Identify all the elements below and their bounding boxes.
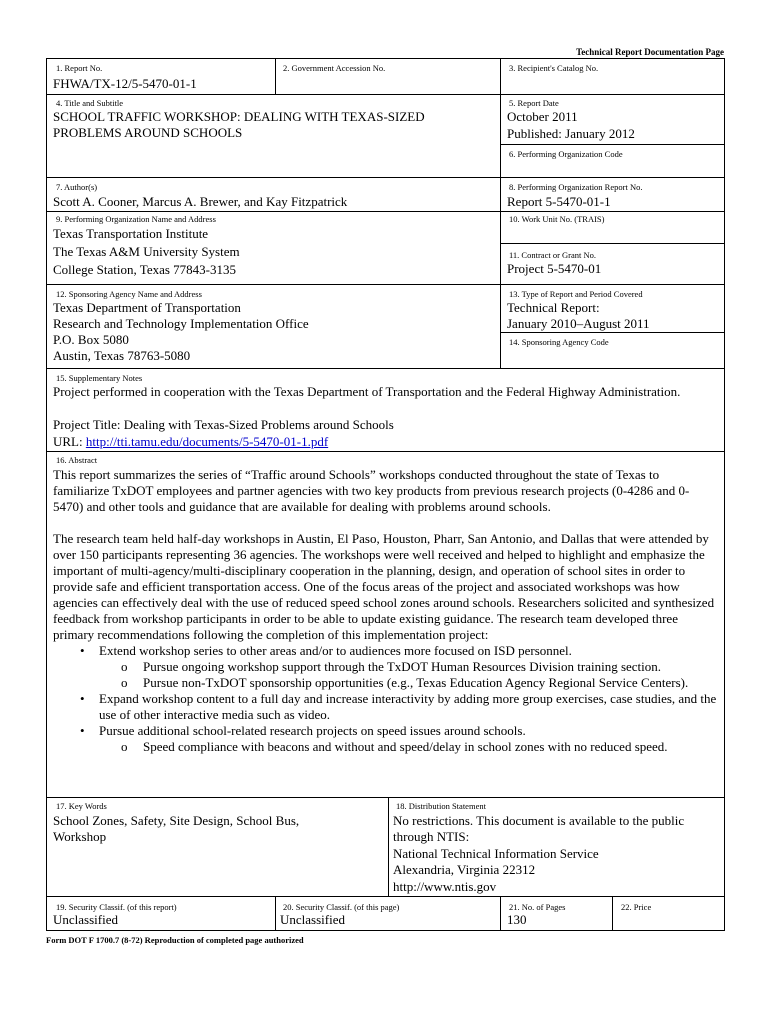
pages-value: 130 <box>507 912 527 927</box>
key-words-value: School Zones, Safety, Site Design, School Bus, Workshop <box>53 813 300 844</box>
report-date-label: 5. Report Date <box>509 98 559 108</box>
gov-accession-label: 2. Government Accession No. <box>283 63 386 73</box>
security-page-label: 20. Security Classif. (of this page) <box>283 902 400 912</box>
price-label: 22. Price <box>621 902 652 912</box>
sub-recommendation-item: o Pursue ongoing workshop support through the TxDOT Human Resources Division training section. <box>53 659 717 675</box>
perf-org-code-label: 6. Performing Organization Code <box>509 149 623 159</box>
sponsor-code-label: 14. Sponsoring Agency Code <box>509 337 609 347</box>
distribution-line-1: No restrictions. This document is available to the public <box>393 813 685 828</box>
supp-notes-label: 15. Supplementary Notes <box>56 373 143 383</box>
abstract-label: 16. Abstract <box>56 455 98 465</box>
perf-org-report-value: Report 5-5470-01-1 <box>507 194 611 209</box>
security-page-value: Unclassified <box>280 912 345 927</box>
recipient-catalog-label: 3. Recipient's Catalog No. <box>509 63 599 73</box>
perf-org-line-2: The Texas A&M University System <box>53 244 240 259</box>
distribution-line-3: National Technical Information Service <box>393 846 599 861</box>
sponsor-line-4: Austin, Texas 78763-5080 <box>53 348 191 363</box>
supp-notes-text: Project performed in cooperation with the Texas Department of Transportation and the Federal Highway Administration. <box>53 384 681 399</box>
distribution-line-2: through NTIS: <box>393 829 470 844</box>
sub-recommendation-item: o Pursue non-TxDOT sponsorship opportunities (e.g., Texas Education Agency Regional Service Centers). <box>53 675 717 691</box>
contract-label: 11. Contract or Grant No. <box>509 250 597 260</box>
report-period-value: January 2010–August 2011 <box>507 316 650 331</box>
url-line <box>53 434 328 450</box>
report-url-link[interactable]: http://tti.tamu.edu/documents/5-5470-01-1.pdf <box>85 434 329 449</box>
sponsor-line-2: Research and Technology Implementation Office <box>53 316 309 331</box>
page-header: Technical Report Documentation Page <box>576 47 724 57</box>
perf-org-line-3: College Station, Texas 77843-3135 <box>53 262 236 277</box>
form-footer: Form DOT F 1700.7 (8-72) Reproduction of completed page authorized <box>46 935 304 945</box>
report-type-label: 13. Type of Report and Period Covered <box>509 289 643 299</box>
recommendation-item: • Extend workshop series to other areas and/or to audiences more focused on ISD personnel. <box>53 643 717 659</box>
title-value: SCHOOL TRAFFIC WORKSHOP: DEALING WITH TEXAS-SIZED PROBLEMS AROUND SCHOOLS <box>53 109 425 140</box>
sponsor-line-3: P.O. Box 5080 <box>53 332 129 347</box>
url-prefix: URL: <box>53 434 86 449</box>
perf-org-report-label: 8. Performing Organization Report No. <box>509 182 643 192</box>
sponsor-line-1: Texas Department of Transportation <box>53 300 241 315</box>
key-words-label: 17. Key Words <box>56 801 107 811</box>
report-no-label: 1. Report No. <box>56 63 103 73</box>
project-title-text: Project Title: Dealing with Texas-Sized Problems around Schools <box>53 417 394 432</box>
sponsor-name-label: 12. Sponsoring Agency Name and Address <box>56 289 202 299</box>
security-report-value: Unclassified <box>53 912 118 927</box>
contract-value: Project 5-5470-01 <box>507 261 602 276</box>
recommendation-item: • Expand workshop content to a full day and increase interactivity by adding more group exercises, case studies, and the use of other interactive media such as video. <box>53 691 717 723</box>
perf-org-name-label: 9. Performing Organization Name and Address <box>56 214 216 224</box>
perf-org-line-1: Texas Transportation Institute <box>53 226 209 241</box>
published-date-value: Published: January 2012 <box>507 126 635 141</box>
distribution-line-4: Alexandria, Virginia 22312 <box>393 862 536 877</box>
authors-label: 7. Author(s) <box>56 182 98 192</box>
authors-value: Scott A. Cooner, Marcus A. Brewer, and Kay Fitzpatrick <box>53 194 348 209</box>
distribution-label: 18. Distribution Statement <box>396 801 486 811</box>
abstract-paragraph-2: The research team held half-day workshops in Austin, El Paso, Houston, Pharr, San Antonio, and Dallas that were attended by over 150 participants representing 36 agencies. The workshops were well received and helped to highlight and emphasize the important of multi-agency/multi-disciplinary cooperation in the planning, design, and operation of school sites in order to provide safe and efficient transportation access. One of the focus areas of the project and associated workshops was how agencies can effectively deal with the use of reduced speed school zones around schools. Researchers solicited and synthesized feedback from workshop participants in order to be able to update existing guidance. The research team developed three primary recommendations following the completion of this implementation project: <box>53 531 715 642</box>
pages-label: 21. No. of Pages <box>509 902 566 912</box>
security-report-label: 19. Security Classif. (of this report) <box>56 902 177 912</box>
recommendation-list <box>53 643 717 755</box>
work-unit-label: 10. Work Unit No. (TRAIS) <box>509 214 605 224</box>
sub-recommendation-item: o Speed compliance with beacons and without and speed/delay in school zones with no reduced speed. <box>53 739 717 755</box>
abstract-paragraph-1: This report summarizes the series of “Traffic around Schools” workshops conducted throughout the state of Texas to familiarize TxDOT employees and partner agencies with two key products from previous research projects (0-4286 and 0-5470) and other tools and guidance that are available for dealing with problems around schools. <box>53 467 690 514</box>
recommendation-item: • Pursue additional school-related research projects on speed issues around schools. <box>53 723 717 739</box>
report-no-value: FHWA/TX-12/5-5470-01-1 <box>53 76 197 91</box>
report-date-value: October 2011 <box>507 109 578 124</box>
title-label: 4. Title and Subtitle <box>56 98 124 108</box>
report-type-value: Technical Report: <box>507 300 600 315</box>
abstract-body <box>53 467 717 755</box>
ntis-url: http://www.ntis.gov <box>393 879 497 894</box>
